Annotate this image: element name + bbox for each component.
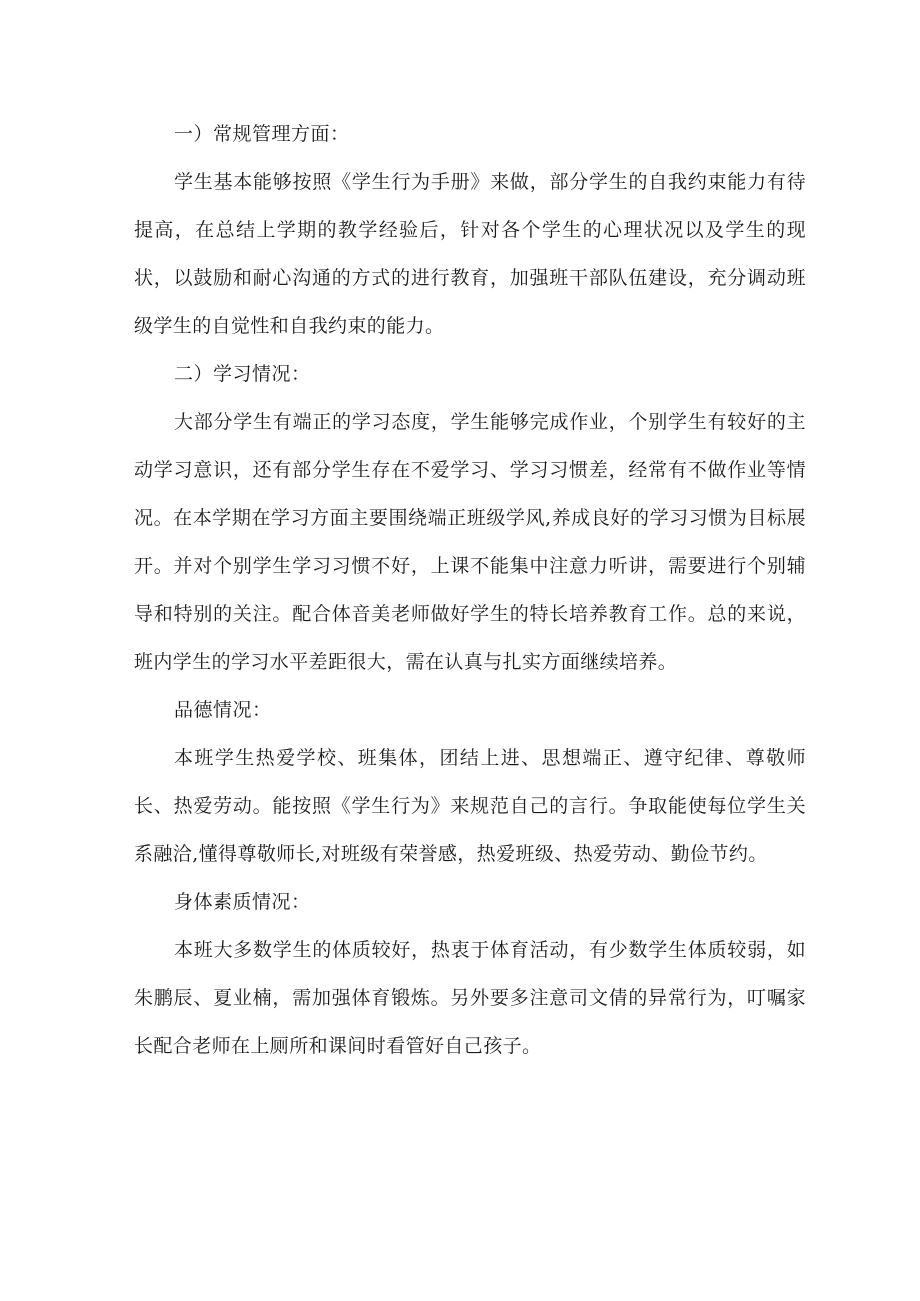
section-paragraph-study: 大部分学生有端正的学习态度，学生能够完成作业，个别学生有较好的主动学习意识，还有部分学生存在不爱学习、学习习惯差，经常有不做作业等情况。在本学期在学习方面主要围绕端正班级学风,养成良好的学习习惯为目标展开。并对个别学生学习习惯不好，上课不能集中注意力听讲，需要进行个别辅导和特别的关注。配合体音美老师做好学生的特长培养教育工作。总的来说，班内学生的学习水平差距很大，需在认真与扎实方面继续培养。	[134, 411, 806, 673]
section-paragraph-routine-management: 学生基本能够按照《学生行为手册》来做，部分学生的自我约束能力有待提高，在总结上学期的教学经验后，针对各个学生的心理状况以及学生的现状，以鼓励和耐心沟通的方式的进行教育，加强班干部队伍建设，充分调动班级学生的自觉性和自我约束的能力。	[134, 171, 806, 337]
section-heading-study: 二）学习情况：	[174, 363, 311, 385]
section-paragraph-physical: 本班大多数学生的体质较好，热衷于体育活动，有少数学生体质较弱，如朱鹏辰、夏业楠，需加强体育锻炼。另外要多注意司文倩的异常行为，叮嘱家长配合老师在上厕所和课间时看管好自己孩子。	[134, 939, 806, 1057]
section-heading-morality: 品德情况：	[174, 699, 272, 721]
section-heading-routine-management: 一）常规管理方面：	[174, 123, 350, 145]
document-body	[134, 110, 806, 1070]
section-paragraph-morality: 本班学生热爱学校、班集体，团结上进、思想端正、遵守纪律、尊敬师长、热爱劳动。能按照《学生行为》来规范自己的言行。争取能使每位学生关系融洽,懂得尊敬师长,对班级有荣誉感，热爱班级、热爱劳动、勤俭节约。	[134, 747, 806, 865]
section-heading-physical: 身体素质情况：	[174, 891, 311, 913]
